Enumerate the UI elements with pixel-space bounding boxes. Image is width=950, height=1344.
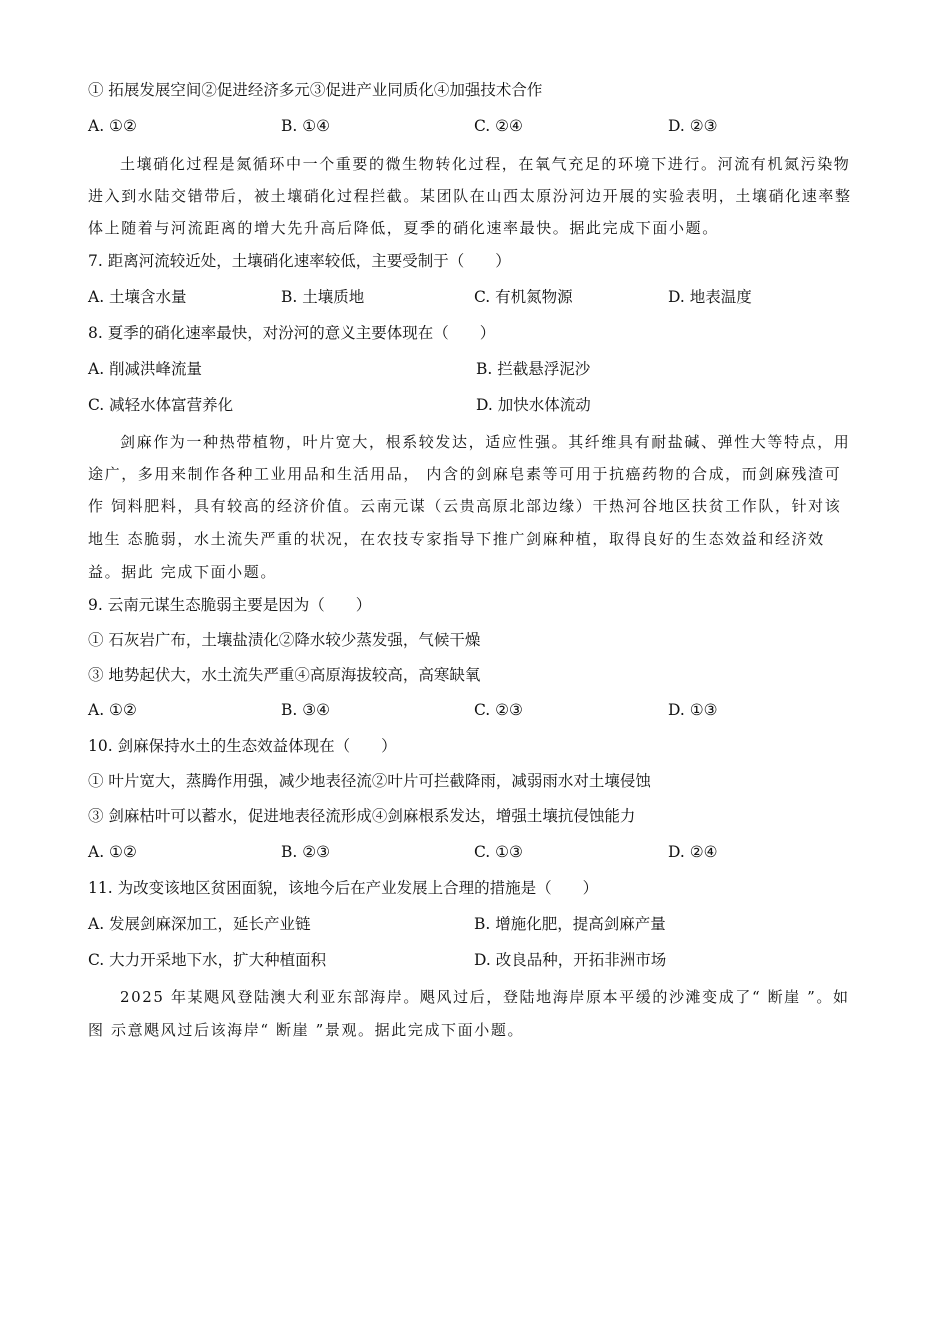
- passage1-line-2: 进入到水陆交错带后，被土壤硝化过程拦截。某团队在山西太原汾河边开展的实验表明，土壤硝化速率整: [88, 187, 852, 205]
- q8-stem: 8. 夏季的硝化速率最快，对汾河的意义主要体现在（ ）: [88, 324, 496, 342]
- q11-option-a: A. 发展剑麻深加工，延长产业链: [88, 915, 311, 933]
- q6-option-d: D. ②③: [668, 117, 718, 135]
- q11-stem: 11. 为改变该地区贫困面貌，该地今后在产业发展上合理的措施是（ ）: [88, 879, 599, 897]
- q9-stem: 9. 云南元谋生态脆弱主要是因为（ ）: [88, 596, 372, 614]
- passage1-line-1: 土壤硝化过程是氮循环中一个重要的微生物转化过程，在氧气充足的环境下进行。河流有机氮污染物: [120, 155, 851, 173]
- q7-option-c: C. 有机氮物源: [474, 288, 573, 306]
- q10-option-c: C. ①③: [474, 843, 523, 861]
- passage2-line-3: 作 饲料肥料，具有较高的经济价值。云南元谋（云贵高原北部边缘）干热河谷地区扶贫工作队，针对该: [88, 497, 842, 515]
- passage2-line-5: 益。据此 完成下面小题。: [88, 563, 277, 581]
- q10-option-d: D. ②④: [668, 843, 718, 861]
- q9-option-d: D. ①③: [668, 701, 718, 719]
- q9-option-c: C. ②③: [474, 701, 523, 719]
- q9-statement-1: ① 石灰岩广布，土壤盐渍化②降水较少蒸发强，气候干燥: [88, 631, 481, 649]
- q9-option-a: A. ①②: [88, 701, 137, 719]
- passage3-line-1: 2025 年某飓风登陆澳大利亚东部海岸。飓风过后，登陆地海岸原本平缓的沙滩变成了“ 断崖 ”。如: [120, 988, 850, 1006]
- passage2-line-4: 地生 态脆弱，水土流失严重的状况，在农技专家指导下推广剑麻种植，取得良好的生态效益和经济效: [88, 530, 825, 548]
- q6-option-c: C. ②④: [474, 117, 523, 135]
- passage2-line-1: 剑麻作为一种热带植物，叶片宽大，根系较发达，适应性强。其纤维具有耐盐碱、弹性大等特点，用: [120, 433, 851, 451]
- q6-option-a: A. ①②: [88, 117, 137, 135]
- q9-option-b: B. ③④: [281, 701, 331, 719]
- q8-option-a: A. 削减洪峰流量: [88, 360, 203, 378]
- q6-statement: ① 拓展发展空间②促进经济多元③促进产业同质化④加强技术合作: [88, 81, 543, 99]
- passage1-line-3: 体上随着与河流距离的增大先升高后降低，夏季的硝化速率最快。据此完成下面小题。: [88, 219, 719, 237]
- q11-option-b: B. 增施化肥，提高剑麻产量: [474, 915, 666, 933]
- q8-option-d: D. 加快水体流动: [476, 396, 591, 414]
- q10-statement-2: ③ 剑麻枯叶可以蓄水，促进地表径流形成④剑麻根系发达，增强土壤抗侵蚀能力: [88, 807, 636, 825]
- q10-option-a: A. ①②: [88, 843, 137, 861]
- q6-option-b: B. ①④: [281, 117, 331, 135]
- q11-option-c: C. 大力开采地下水，扩大种植面积: [88, 951, 327, 969]
- q11-option-d: D. 改良品种，开拓非洲市场: [474, 951, 667, 969]
- q8-option-b: B. 拦截悬浮泥沙: [476, 360, 591, 378]
- q10-statement-1: ① 叶片宽大，蒸腾作用强，减少地表径流②叶片可拦截降雨，减弱雨水对土壤侵蚀: [88, 772, 651, 790]
- q10-stem: 10. 剑麻保持水土的生态效益体现在（ ）: [88, 737, 397, 755]
- q7-option-d: D. 地表温度: [668, 288, 752, 306]
- q9-statement-2: ③ 地势起伏大，水土流失严重④高原海拔较高，高寒缺氧: [88, 666, 481, 684]
- q8-option-c: C. 减轻水体富营养化: [88, 396, 234, 414]
- q7-stem: 7. 距离河流较近处，土壤硝化速率较低，主要受制于（ ）: [88, 252, 511, 270]
- passage2-line-2: 途广，多用来制作各种工业用品和生活用品， 内含的剑麻皂素等可用于抗癌药物的合成，而剑麻残渣可: [88, 465, 842, 483]
- q10-option-b: B. ②③: [281, 843, 331, 861]
- passage3-line-2: 图 示意飓风过后该海岸“ 断崖 ”景观。据此完成下面小题。: [88, 1021, 525, 1039]
- q7-option-b: B. 土壤质地: [281, 288, 365, 306]
- q7-option-a: A. 土壤含水量: [88, 288, 187, 306]
